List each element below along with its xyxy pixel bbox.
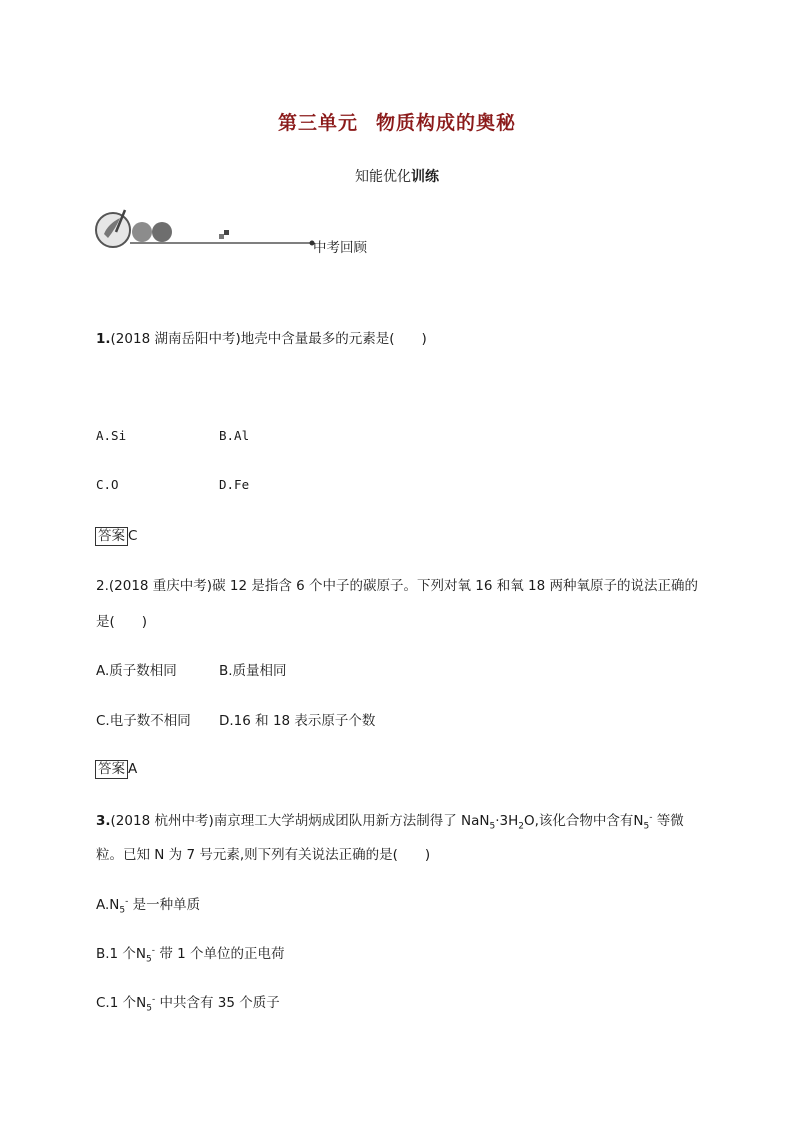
subscript: 5 — [146, 954, 152, 965]
option-b: B.Al — [219, 428, 250, 443]
option-d: D.Fe — [219, 477, 250, 492]
question-text: O,该化合物中含有N — [524, 813, 644, 829]
unit-label: 第三单元 — [277, 112, 358, 134]
brush-emblem-icon — [96, 210, 130, 247]
question-number: 2. — [96, 578, 109, 594]
section-header-graphic — [94, 206, 324, 256]
question-text: ·3H — [495, 813, 519, 829]
decor-square-icon — [224, 230, 229, 235]
question-number: 3. — [96, 813, 111, 829]
option-c: C.电子数不相同 — [96, 713, 191, 729]
option-text: 是一种单质 — [128, 897, 201, 913]
option-text: A.N — [96, 897, 120, 913]
question-2 — [96, 574, 698, 594]
option-text: 中共含有 35 个质子 — [155, 995, 280, 1011]
answer-2 — [95, 758, 137, 779]
section-label: 中考回顾 — [313, 240, 367, 256]
question-1 — [96, 327, 427, 347]
option-a — [96, 893, 200, 916]
question-3-line2: 粒。已知 N 为 7 号元素,则下列有关说法正确的是( ) — [96, 847, 431, 863]
answer-label: 答案 — [95, 527, 128, 546]
option-b — [96, 942, 285, 965]
subtitle-part-a: 知能优化 — [355, 169, 411, 185]
option-d: D.16 和 18 表示原子个数 — [219, 713, 376, 729]
option-a: A.质子数相同 — [96, 663, 177, 679]
decor-square-icon — [219, 234, 224, 239]
answer-1 — [95, 525, 137, 546]
subscript: 5 — [489, 821, 496, 832]
answer-value: A — [128, 761, 138, 777]
question-text: (2018 杭州中考)南京理工大学胡炳成团队用新方法制得了 NaN — [110, 813, 490, 829]
superscript: - — [151, 994, 156, 1005]
page-title — [0, 108, 794, 135]
decor-dot-icon — [132, 222, 152, 242]
question-text: 等微 — [652, 813, 684, 829]
unit-title: 物质构成的奥秘 — [376, 112, 517, 134]
question-text: (2018 重庆中考)碳 12 是指含 6 个中子的碳原子。下列对氧 16 和氧 18 两种氧原子的说法正确的 — [108, 578, 699, 594]
decor-dot-icon — [152, 222, 172, 242]
superscript: - — [151, 945, 156, 956]
subscript: 2 — [518, 821, 524, 832]
answer-value: C — [128, 528, 138, 544]
subscript: 5 — [119, 905, 126, 916]
option-text: C.1 个N — [96, 995, 147, 1011]
superscript: - — [649, 812, 653, 823]
page-subtitle — [0, 166, 794, 186]
question-3 — [96, 809, 684, 832]
subtitle-part-b: 训练 — [411, 169, 439, 185]
answer-label: 答案 — [95, 760, 128, 779]
superscript: - — [125, 896, 129, 907]
option-a: A.Si — [96, 428, 127, 443]
option-b: B.质量相同 — [219, 663, 287, 679]
question-2-line2: 是( ) — [96, 614, 148, 630]
option-text: B.1 个N — [96, 946, 147, 962]
subscript: 5 — [146, 1003, 152, 1014]
question-number: 1. — [96, 331, 111, 347]
option-c — [96, 991, 280, 1014]
subscript: 5 — [643, 821, 650, 832]
option-c: C.O — [96, 477, 119, 492]
option-text: 带 1 个单位的正电荷 — [155, 946, 285, 962]
question-text: (2018 湖南岳阳中考)地壳中含量最多的元素是( ) — [110, 331, 427, 347]
